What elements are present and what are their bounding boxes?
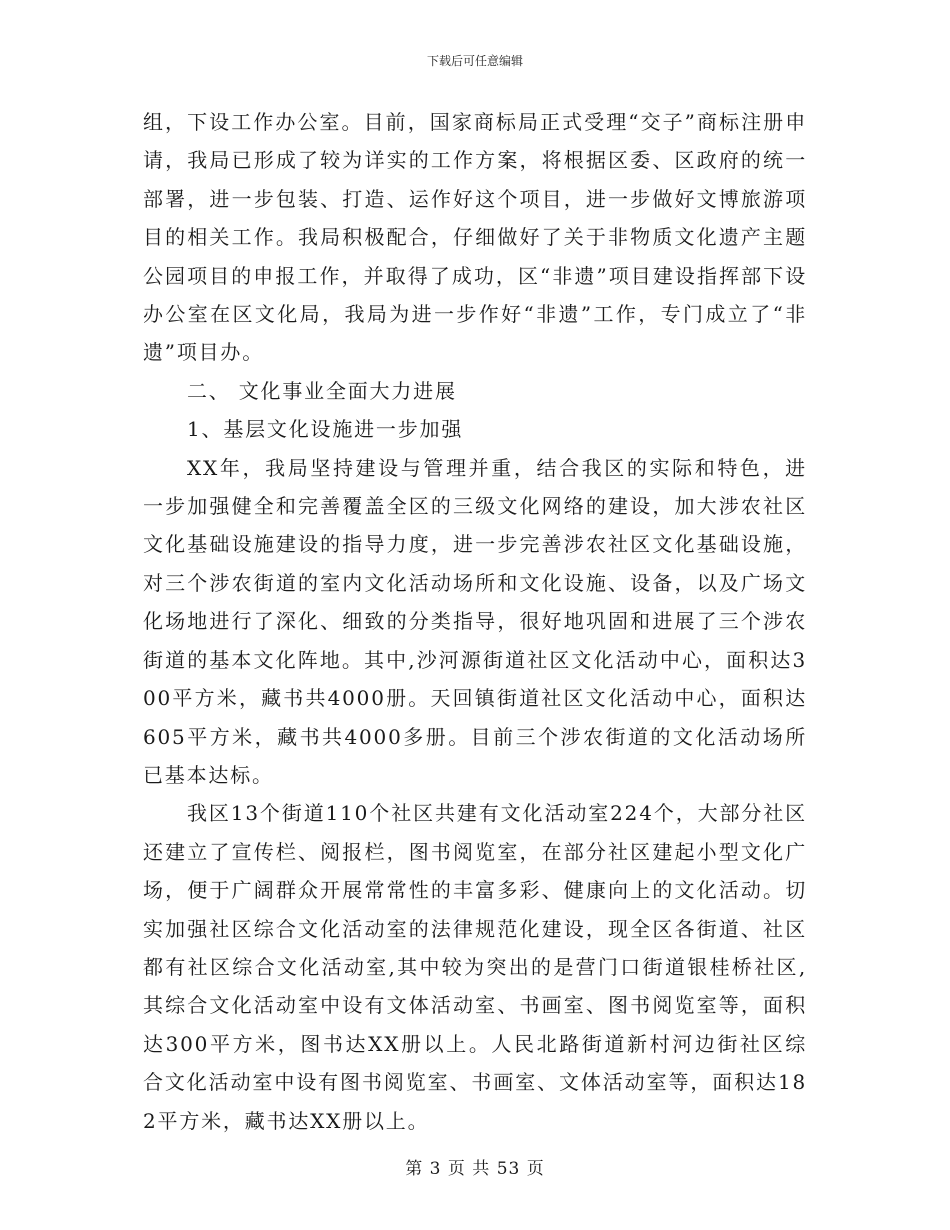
subsection-heading: 1、基层文化设施进一步加强: [187, 417, 464, 442]
paragraph-continuation: 组，下设工作办公室。目前，国家商标局正式受理“交子”商标注册申请，我局已形成了较为详实的工作方案，将根据区委、区政府的统一部署，进一步包装、打造、运作好这个项目，进一步做好文博旅游项目的相关工作。我局积极配合，仔细做好了关于非物质文化遗产主题公园项目的申报工作，并取得了成功，区“非遗”项目建设指挥部下设办公室在区文化局，我局为进一步作好“非遗”工作，专门成立了“非遗”项目办。: [143, 110, 807, 365]
paragraph: 我区13个街道110个社区共建有文化活动室224个，大部分社区还建立了宣传栏、阅报栏，图书阅览室，在部分社区建起小型文化广场，便于广阔群众开展常常性的丰富多彩、健康向上的文化活动。切实加强社区综合文化活动室的法律规范化建设，现全区各街道、社区都有社区综合文化活动室,其中较为突出的是营门口街道银桂桥社区,其综合文化活动室中设有文体活动室、书画室、图书阅览室等，面积达300平方米，图书达XX册以上。人民北路街道新村河边街社区综合文化活动室中设有图书阅览室、书画室、文体活动室等，面积达182平方米，藏书达XX册以上。: [143, 801, 807, 1133]
page-number: 第 3 页 共 53 页: [405, 1159, 545, 1179]
document-body: [143, 103, 807, 1140]
section-heading: 二、 文化事业全面大力进展: [187, 378, 457, 403]
paragraph: XX年，我局坚持建设与管理并重，结合我区的实际和特色，进一步加强健全和完善覆盖全区的三级文化网络的建设，加大涉农社区文化基础设施建设的指导力度，进一步完善涉农社区文化基础设施，对三个涉农街道的室内文化活动场所和文化设施、设备，以及广场文化场地进行了深化、细致的分类指导，很好地巩固和进展了三个涉农街道的基本文化阵地。其中,沙河源街道社区文化活动中心，面积达300平方米，藏书共4000册。天回镇街道社区文化活动中心，面积达605平方米，藏书共4000多册。目前三个涉农街道的文化活动场所已基本达标。: [143, 455, 807, 787]
page-header: 下载后可任意编辑: [426, 54, 523, 68]
